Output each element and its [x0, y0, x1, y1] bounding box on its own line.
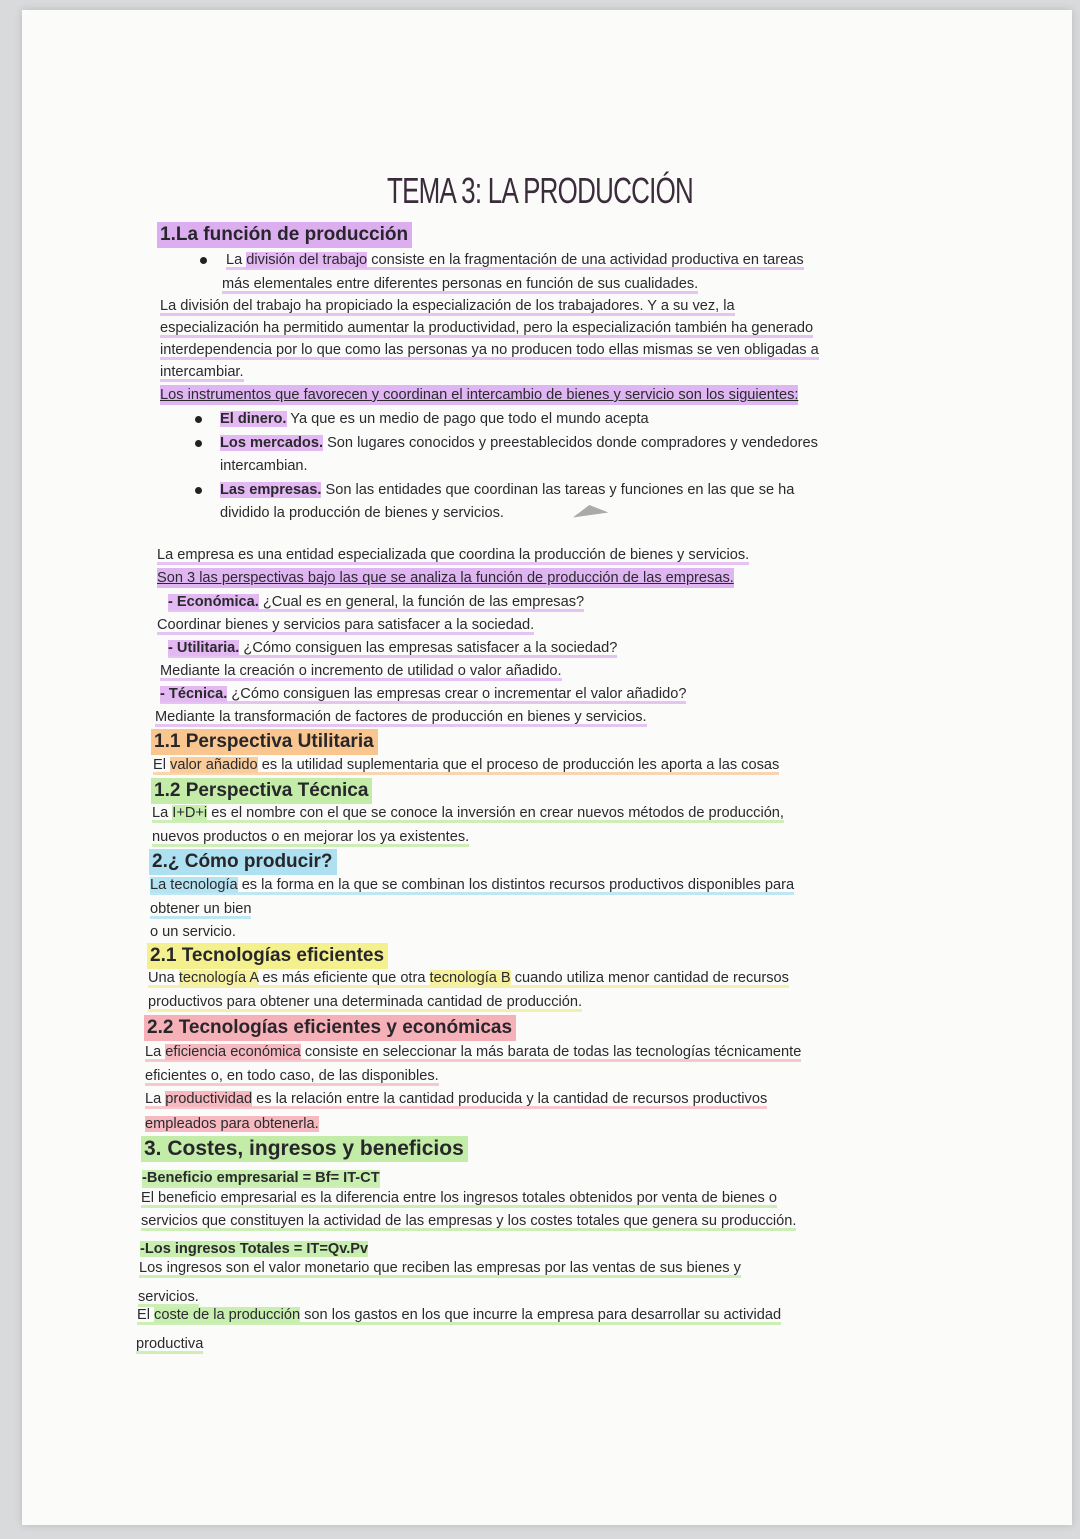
formula-beneficio: -Beneficio empresarial = Bf= IT-CT [142, 1170, 380, 1186]
text-line: servicios que constituyen la actividad de las empresas y los costes totales que genera su producción. [141, 1213, 797, 1229]
text-line: El beneficio empresarial es la diferencia entre los ingresos totales obtenidos por venta de bienes o [141, 1190, 778, 1206]
text-line: interdependencia por lo que como las personas ya no producen todo ellas mismas se ven obligadas a [160, 342, 819, 358]
bullet-icon [195, 416, 202, 423]
text-line: La tecnología es la forma en la que se combinan los distintos recursos productivos disponibles para [150, 877, 795, 893]
section-heading-2: 2.¿ Cómo producir? [149, 849, 337, 875]
text-line: obtener un bien [150, 901, 252, 917]
text-line: productiva [136, 1336, 204, 1352]
text-line: o un servicio. [150, 924, 236, 940]
section-heading-3: 3. Costes, ingresos y beneficios [141, 1136, 468, 1162]
perspective-economica: - Económica. ¿Cual es en general, la función de las empresas? [168, 594, 585, 610]
list-item: Las empresas. Son las entidades que coordinan las tareas y funciones en las que se ha [220, 482, 795, 498]
list-item: Los mercados. Son lugares conocidos y preestablecidos donde compradores y vendedores [220, 435, 818, 451]
text-line: eficientes o, en todo caso, de las disponibles. [145, 1068, 439, 1084]
text-line: dividido la producción de bienes y servicios. [220, 505, 504, 521]
text-line: intercambiar. [160, 364, 244, 380]
bullet-icon [195, 487, 202, 494]
text-line: Una tecnología A es más eficiente que otra tecnología B cuando utiliza menor cantidad de recursos [148, 970, 789, 986]
text-line: empleados para obtenerla. [145, 1116, 319, 1132]
text-line: Coordinar bienes y servicios para satisfacer a la sociedad. [157, 617, 535, 633]
text-line: El valor añadido es la utilidad suplementaria que el proceso de producción les aporta a las cosas [153, 757, 780, 773]
instruments-intro: Los instrumentos que favorecen y coordinan el intercambio de bienes y servicio son los siguientes: [160, 387, 799, 403]
text-line: más elementales entre diferentes personas en función de sus cualidades. [222, 276, 699, 292]
perspective-tecnica: - Técnica. ¿Cómo consiguen las empresas crear o incrementar el valor añadido? [160, 686, 687, 702]
section-heading-1-1: 1.1 Perspectiva Utilitaria [151, 729, 378, 755]
section-heading-1-2: 1.2 Perspectiva Técnica [151, 778, 372, 804]
text-line: El coste de la producción son los gastos en los que incurre la empresa para desarrollar su actividad [137, 1307, 782, 1323]
text-line: La productividad es la relación entre la cantidad producida y la cantidad de recursos productivos [145, 1091, 768, 1107]
perspective-utilitaria: - Utilitaria. ¿Cómo consiguen las empresas satisfacer a la sociedad? [168, 640, 618, 656]
section-heading-1: 1.La función de producción [157, 222, 412, 248]
text-line: La división del trabajo consiste en la fragmentación de una actividad productiva en tareas [226, 252, 804, 268]
text-line: servicios. [138, 1289, 199, 1305]
text-line: La división del trabajo ha propiciado la especialización de los trabajadores. Y a su vez, la [160, 298, 735, 314]
section-heading-2-1: 2.1 Tecnologías eficientes [147, 943, 388, 969]
perspectives-intro: Son 3 las perspectivas bajo las que se analiza la función de producción de las empresas. [157, 570, 734, 586]
text-line: intercambian. [220, 458, 308, 474]
text-line: especialización ha permitido aumentar la productividad, pero la especialización también ha generado [160, 320, 814, 336]
bullet-icon [195, 440, 202, 447]
formula-ingresos: -Los ingresos Totales = IT=Qv.Pv [140, 1241, 369, 1257]
text-line: Mediante la creación o incremento de utilidad o valor añadido. [160, 663, 562, 679]
page-title: TEMA 3: LA PRODUCCIÓN [386, 170, 694, 211]
text-line: La eficiencia económica consiste en seleccionar la más barata de todas las tecnologías técnicamente [145, 1044, 802, 1060]
text-line: Mediante la transformación de factores de producción en bienes y servicios. [155, 709, 647, 725]
list-item: El dinero. Ya que es un medio de pago que todo el mundo acepta [220, 411, 649, 427]
text-line: La empresa es una entidad especializada que coordina la producción de bienes y servicios. [157, 547, 750, 563]
text-line: productivos para obtener una determinada cantidad de producción. [148, 994, 583, 1010]
text-line: La I+D+i es el nombre con el que se conoce la inversión en crear nuevos métodos de producción, [152, 805, 784, 821]
section-heading-2-2: 2.2 Tecnologías eficientes y económicas [144, 1015, 516, 1041]
text-line: Los ingresos son el valor monetario que reciben las empresas por las ventas de sus bienes y [139, 1260, 741, 1276]
bullet-icon [200, 257, 207, 264]
text-line: nuevos productos o en mejorar los ya existentes. [152, 829, 470, 845]
